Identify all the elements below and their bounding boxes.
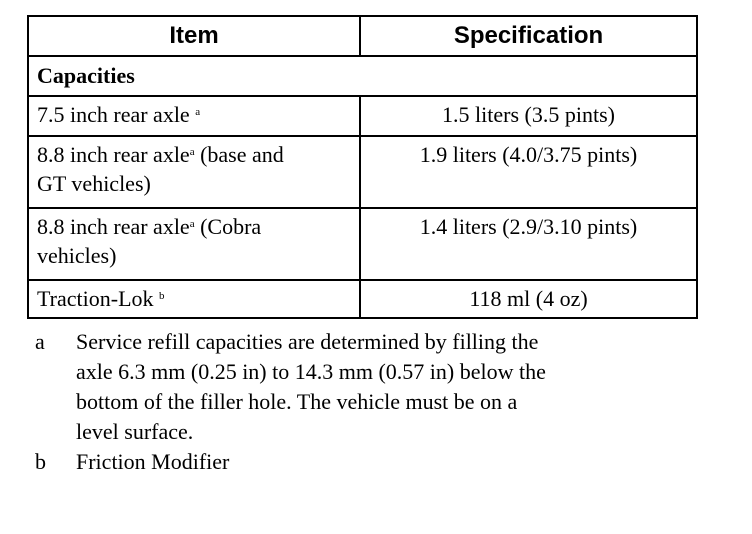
section-title-capacities: Capacities [28, 56, 697, 96]
table-row [28, 96, 697, 136]
footnote-line: level surface. [76, 419, 194, 444]
table-row [28, 136, 697, 208]
footnote-b [35, 447, 725, 477]
section-row [28, 56, 697, 96]
header-item: Item [28, 16, 360, 56]
item-text-line2: GT vehicles) [37, 171, 151, 196]
footnote-line: axle 6.3 mm (0.25 in) to 14.3 mm (0.57 in) below the [76, 359, 546, 384]
item-text: 8.8 inch rear axle [37, 142, 190, 167]
table-row [28, 208, 697, 280]
item-text-line2: vehicles) [37, 243, 117, 268]
spec-cell: 1.9 liters (4.0/3.75 pints) [360, 136, 697, 208]
footnote-line: Service refill capacities are determined by filling the [76, 329, 539, 354]
footnote-line: Friction Modifier [76, 449, 230, 474]
item-cell [28, 280, 360, 318]
footnote-marker: a [189, 218, 195, 230]
table-header-row [28, 16, 697, 56]
footnote-text [76, 447, 725, 477]
item-cell [28, 96, 360, 136]
item-text: 8.8 inch rear axle [37, 214, 190, 239]
footnote-marker: a [195, 106, 201, 118]
item-text: 7.5 inch rear axle [37, 102, 190, 127]
capacities-spec-table [27, 15, 698, 319]
footnote-a [35, 327, 725, 447]
item-text-cont: (base and [194, 142, 284, 167]
spec-cell: 1.4 liters (2.9/3.10 pints) [360, 208, 697, 280]
footnote-letter: b [35, 449, 46, 474]
item-text: Traction-Lok [37, 286, 154, 311]
header-specification: Specification [360, 16, 697, 56]
spec-cell: 118 ml (4 oz) [360, 280, 697, 318]
footnote-text [76, 327, 725, 447]
item-cell [28, 208, 360, 280]
item-cell [28, 136, 360, 208]
footnote-marker: a [189, 146, 195, 158]
footnotes [35, 327, 725, 477]
table-row [28, 280, 697, 318]
footnote-letter: a [35, 329, 45, 354]
footnote-line: bottom of the filler hole. The vehicle must be on a [76, 389, 518, 414]
footnote-marker: b [159, 290, 165, 302]
spec-cell: 1.5 liters (3.5 pints) [360, 96, 697, 136]
item-text-cont: (Cobra [194, 214, 262, 239]
